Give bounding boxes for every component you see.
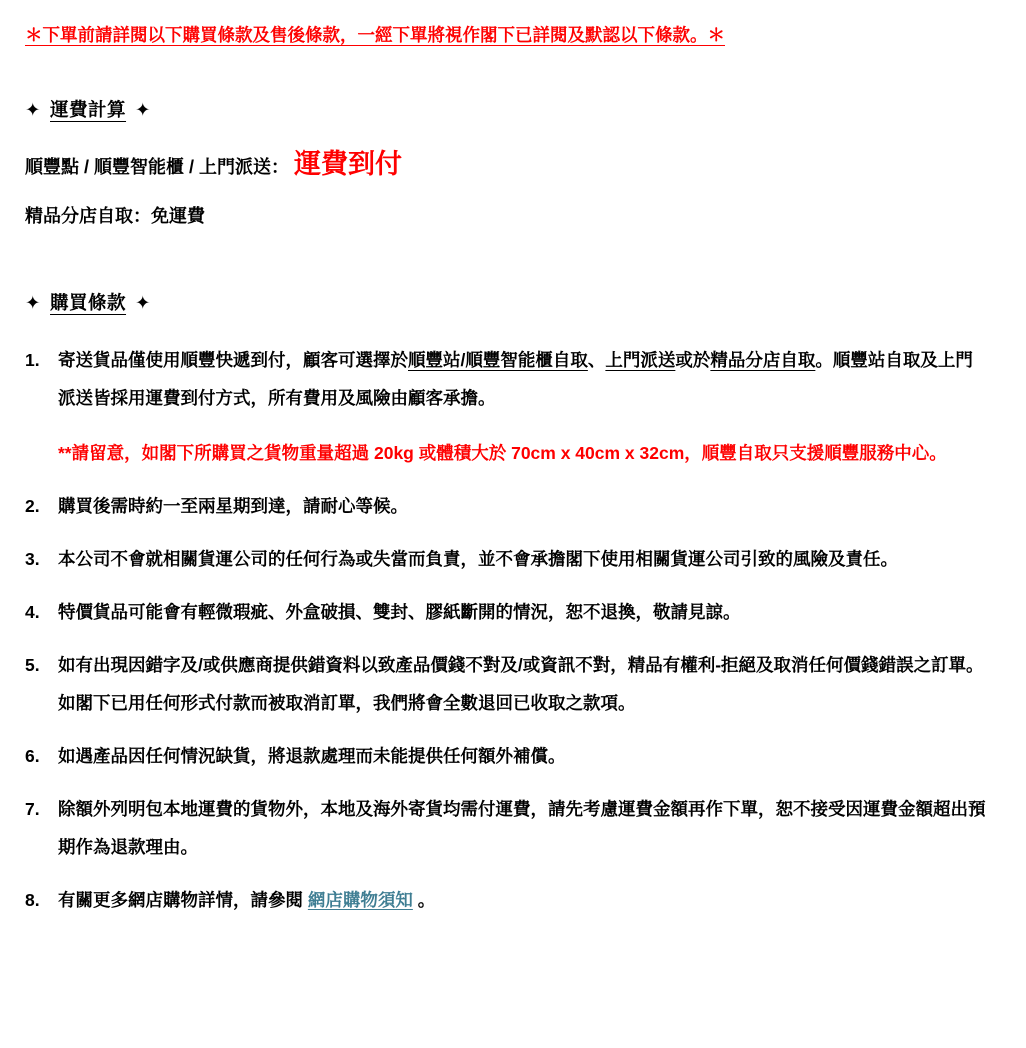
term-text <box>58 881 986 919</box>
sf-delivery-methods-label: 順豐點 / 順豐智能櫃 / 上門派送： <box>25 157 290 177</box>
term-item-7 <box>25 790 986 866</box>
four-pointed-star-icon: ✦ <box>135 292 152 313</box>
four-pointed-star-icon: ✦ <box>25 99 42 120</box>
term-text: 除額外列明包本地運費的貨物外，本地及海外寄貨均需付運費，請先考慮運費金額再作下單，恕不接受因運費金額超出預期作為退款理由。 <box>58 799 986 857</box>
pre-order-notice: ＊下單前請詳閱以下購買條款及售後條款，一經下單將視作閣下已詳閱及默認以下條款。＊ <box>25 25 725 45</box>
term-item-8 <box>25 881 986 919</box>
term-text: 如有出現因錯字及/或供應商提供錯資料以致產品價錢不對及/或資訊不對，精品有權利-拒絕及取消任何價錢錯誤之訂單。如閣下已用任何形式付款而被取消訂單，我們將會全數退回已收取之款項。 <box>58 655 984 713</box>
term-8-seg: 。 <box>412 890 436 910</box>
term-item-6 <box>25 737 986 775</box>
term-1-seg: 或於 <box>675 350 711 370</box>
term-number: 6. <box>25 746 40 766</box>
store-pickup-line: 精品分店自取：免運費 <box>25 206 205 226</box>
door-delivery-underline: 上門派送 <box>605 350 676 370</box>
freight-collect-value: 運費到付 <box>294 149 403 179</box>
term-number: 5. <box>25 655 40 675</box>
term-number: 4. <box>25 602 40 622</box>
term-text: 特價貨品可能會有輕微瑕疵、外盒破損、雙封、膠紙斷開的情況，恕不退換，敬請見諒。 <box>58 602 741 622</box>
weight-size-limit-note: **請留意，如閣下所購買之貨物重量超過 20kg 或體積大於 70cm x 40cm x 32cm，順豐自取只支援順豐服務中心。 <box>58 443 947 463</box>
online-shopping-guide-link[interactable]: 網店購物須知 <box>307 890 413 910</box>
term-number: 1. <box>25 350 40 370</box>
terms-list <box>25 341 986 919</box>
sf-station-pickup-underline: 順豐站/順豐智能櫃自取 <box>408 350 588 370</box>
term-number: 3. <box>25 549 40 569</box>
term-text <box>58 341 986 472</box>
shipping-fee-heading-text: 運費計算 <box>50 99 127 120</box>
term-1-paragraph <box>58 341 986 417</box>
term-text: 購買後需時約一至兩星期到達，請耐心等候。 <box>58 496 408 516</box>
term-item-1 <box>25 341 986 472</box>
term-item-4 <box>25 593 986 631</box>
term-item-5 <box>25 646 986 722</box>
four-pointed-star-icon: ✦ <box>135 99 152 120</box>
term-1-seg: 寄送貨品僅使用順豐快遞到付，顧客可選擇於 <box>58 350 408 370</box>
term-text: 如遇產品因任何情況缺貨，將退款處理而未能提供任何額外補償。 <box>58 746 566 766</box>
shipping-fee-heading <box>25 96 986 122</box>
purchase-terms-heading-text: 購買條款 <box>50 292 127 313</box>
term-item-3 <box>25 540 986 578</box>
term-text: 本公司不會就相關貨運公司的任何行為或失當而負責，並不會承擔閣下使用相關貨運公司引致的風險及責任。 <box>58 549 898 569</box>
term-8-seg: 有關更多網店購物詳情，請參閱 <box>58 890 308 910</box>
store-pickup-underline: 精品分店自取 <box>710 350 816 370</box>
term-item-2 <box>25 487 986 525</box>
sf-delivery-methods-line <box>25 146 986 185</box>
term-1-seg: 。順豐站自取及上門派送皆採用運費到付方式，所有費用及風險由顧客承擔。 <box>58 350 973 408</box>
term-number: 2. <box>25 496 40 516</box>
purchase-terms-heading <box>25 289 986 315</box>
term-number: 8. <box>25 890 40 910</box>
four-pointed-star-icon: ✦ <box>25 292 42 313</box>
term-1-seg: 、 <box>587 350 606 370</box>
term-number: 7. <box>25 799 40 819</box>
